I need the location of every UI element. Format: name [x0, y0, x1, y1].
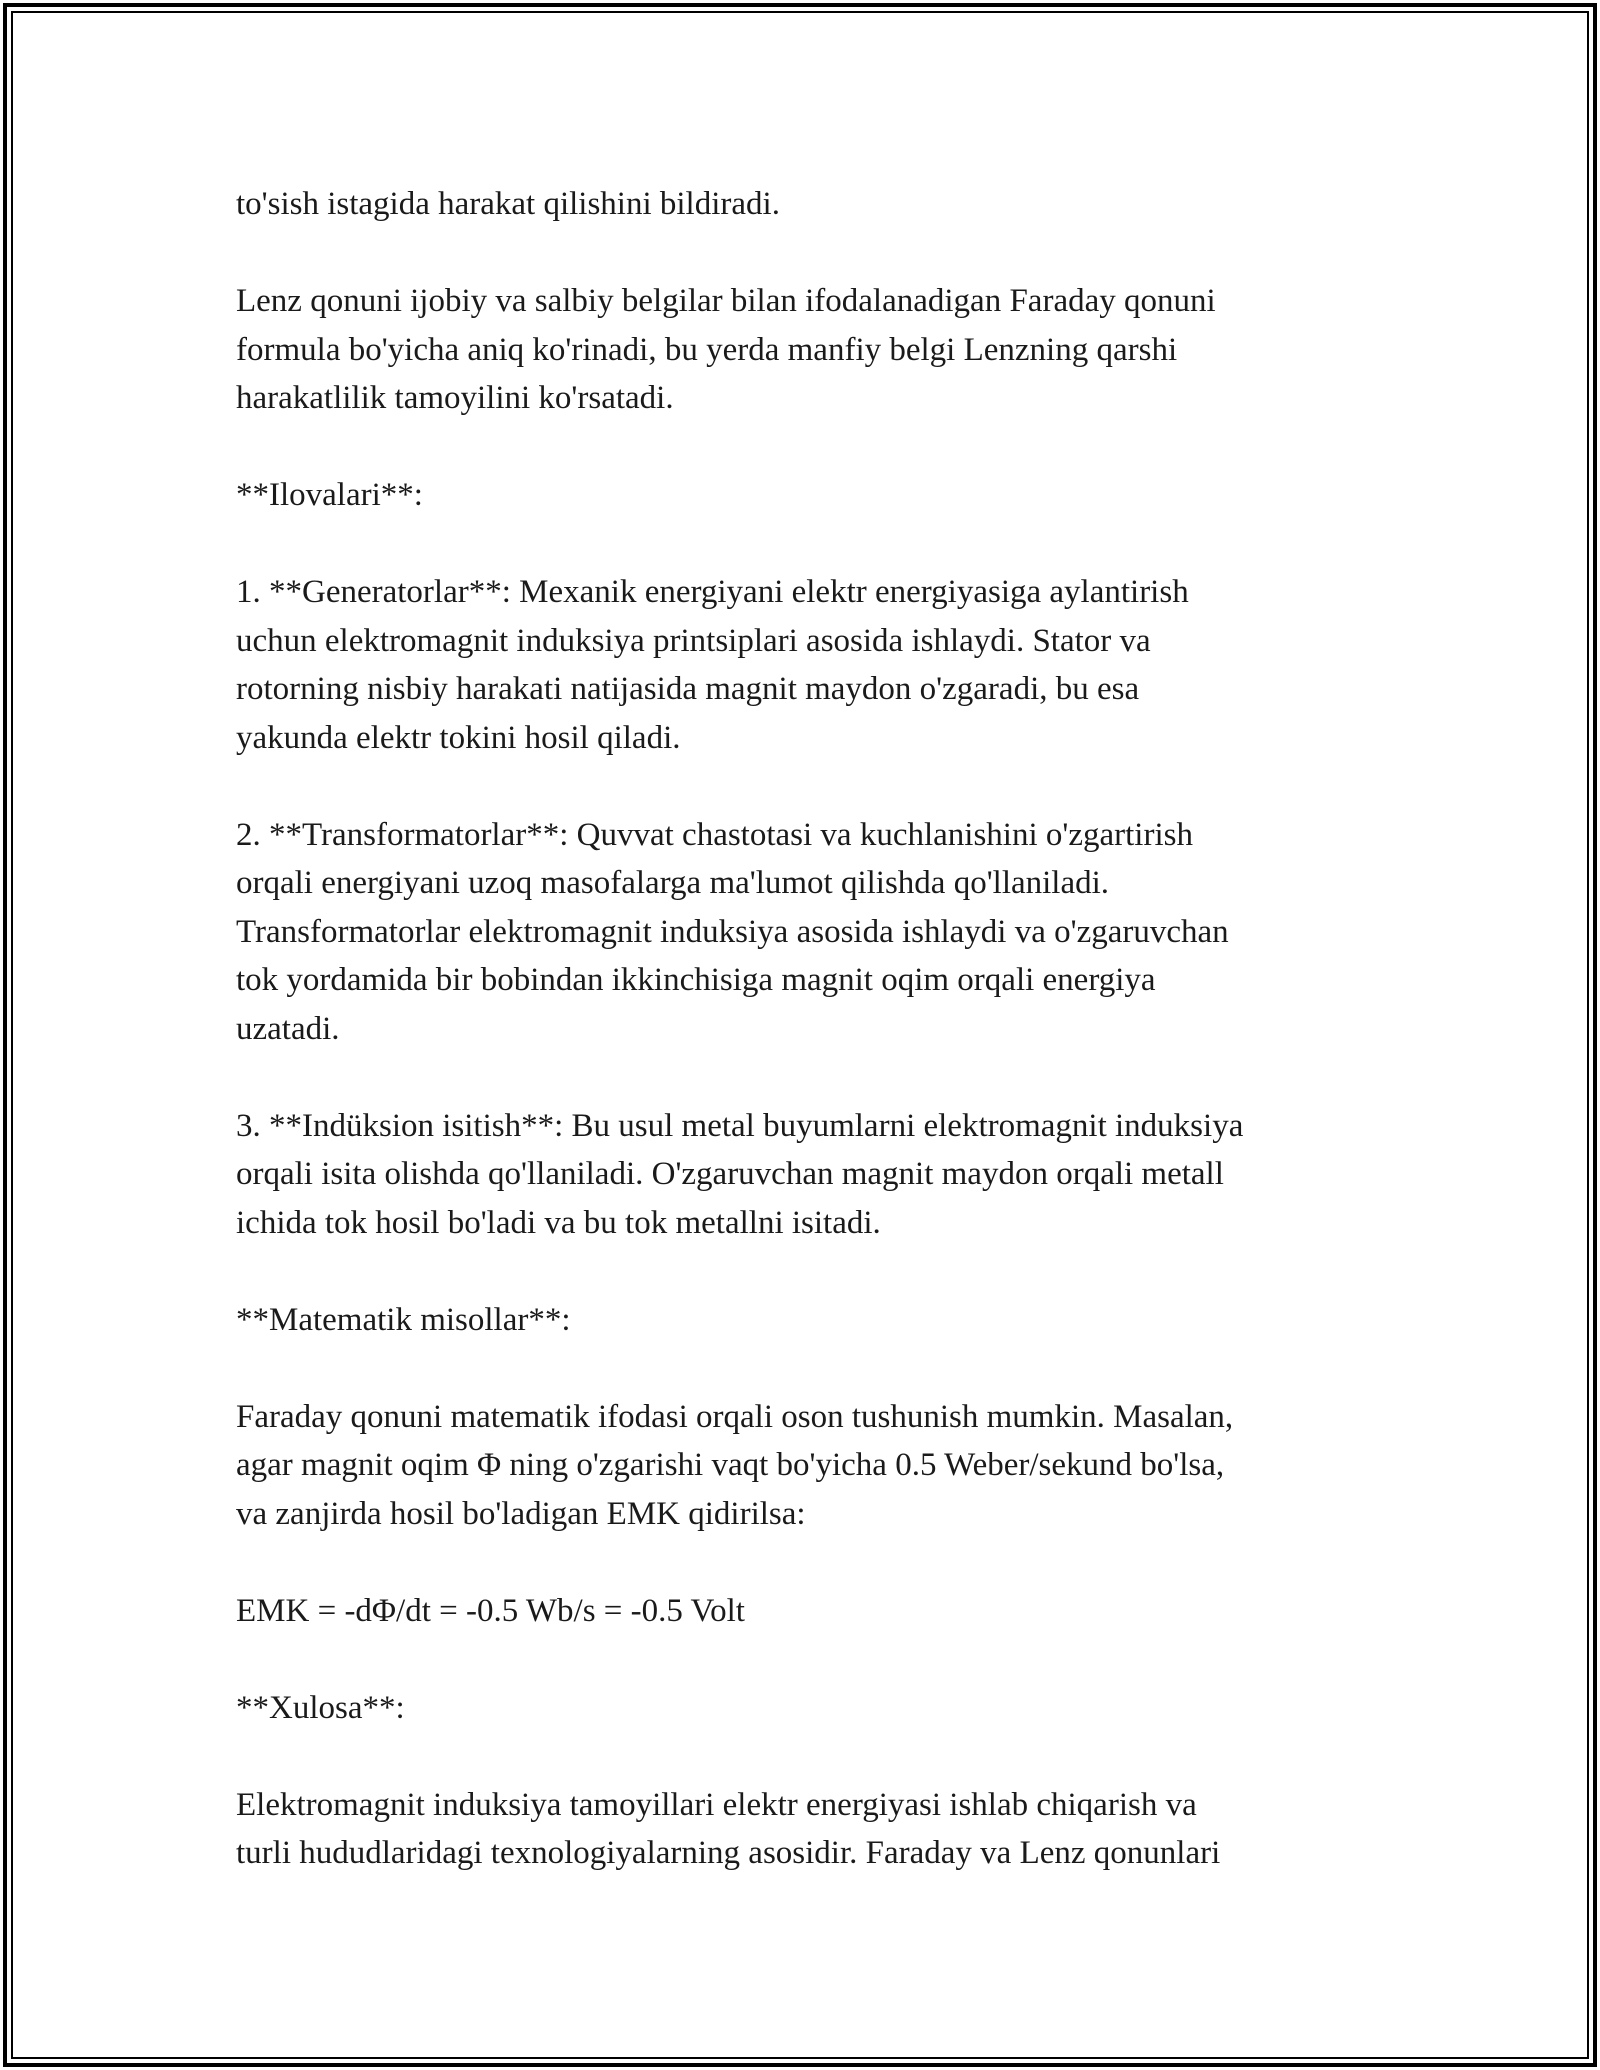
text-line: orqali energiyani uzoq masofalarga ma'lumot qilishda qo'llaniladi.: [236, 865, 1110, 901]
text-line: orqali isita olishda qo'llaniladi. O'zgaruvchan magnit maydon orqali metall: [236, 1156, 1224, 1192]
paragraph-conclusion: [236, 1781, 1376, 1878]
text-line: turli hududlaridagi texnologiyalarning asosidir. Faraday va Lenz qonunlari: [236, 1835, 1221, 1871]
text-line: 1. **Generatorlar**: Mexanik energiyani elektr energiyasiga aylantirish: [236, 574, 1189, 610]
text-line: yakunda elektr tokini hosil qiladi.: [236, 719, 681, 756]
text-line: uchun elektromagnit induksiya printsiplari asosida ishlaydi. Stator va: [236, 622, 1151, 659]
text-line: agar magnit oqim Φ ning o'zgarishi vaqt bo'yicha 0.5 Weber/sekund bo'lsa,: [236, 1447, 1225, 1483]
paragraph-continuation: [236, 180, 1376, 229]
text-line: Faraday qonuni matematik ifodasi orqali oson tushunish mumkin. Masalan,: [236, 1398, 1234, 1435]
text-line: ichida tok hosil bo'ladi va bu tok metallni isitadi.: [236, 1204, 881, 1241]
equation-emk: [236, 1587, 1376, 1636]
text-line: to'sish istagida harakat qilishini bildiradi.: [236, 186, 780, 222]
text-line: 2. **Transformatorlar**: Quvvat chastotasi va kuchlanishini o'zgartirish: [236, 816, 1193, 853]
text-line: Transformatorlar elektromagnit induksiya asosida ishlaydi va o'zgaruvchan: [236, 913, 1229, 950]
text-line: Lenz qonuni ijobiy va salbiy belgilar bilan ifodalanadigan Faraday qonuni: [236, 283, 1216, 319]
text-line: 3. **Indüksion isitish**: Bu usul metal buyumlarni elektromagnit induksiya: [236, 1107, 1244, 1144]
heading-text: **Xulosa**:: [236, 1689, 405, 1726]
heading-text: **Ilovalari**:: [236, 477, 423, 513]
section-heading-conclusion: [236, 1684, 1376, 1733]
list-item-generators: [236, 568, 1376, 762]
document-body: [236, 180, 1376, 1926]
text-line: harakatlilik tamoyilini ko'rsatadi.: [236, 380, 674, 416]
text-line: uzatadi.: [236, 1010, 340, 1047]
section-heading-math-examples: [236, 1296, 1376, 1345]
text-line: Elektromagnit induksiya tamoyillari elektr energiyasi ishlab chiqarish va: [236, 1786, 1197, 1823]
list-item-transformers: [236, 811, 1376, 1054]
list-item-induction-heating: [236, 1102, 1376, 1248]
text-line: rotorning nisbiy harakati natijasida magnit maydon o'zgaradi, bu esa: [236, 671, 1140, 707]
text-line: formula bo'yicha aniq ko'rinadi, bu yerda manfiy belgi Lenzning qarshi: [236, 331, 1178, 368]
text-line: va zanjirda hosil bo'ladigan EMK qidirilsa:: [236, 1495, 806, 1532]
equation-text: EMK = -dΦ/dt = -0.5 Wb/s = -0.5 Volt: [236, 1592, 745, 1629]
paragraph-faraday-example: [236, 1393, 1376, 1539]
heading-text: **Matematik misollar**:: [236, 1301, 571, 1338]
section-heading-applications: [236, 471, 1376, 520]
text-line: tok yordamida bir bobindan ikkinchisiga magnit oqim orqali energiya: [236, 962, 1156, 998]
paragraph-lenz-law: [236, 277, 1376, 423]
